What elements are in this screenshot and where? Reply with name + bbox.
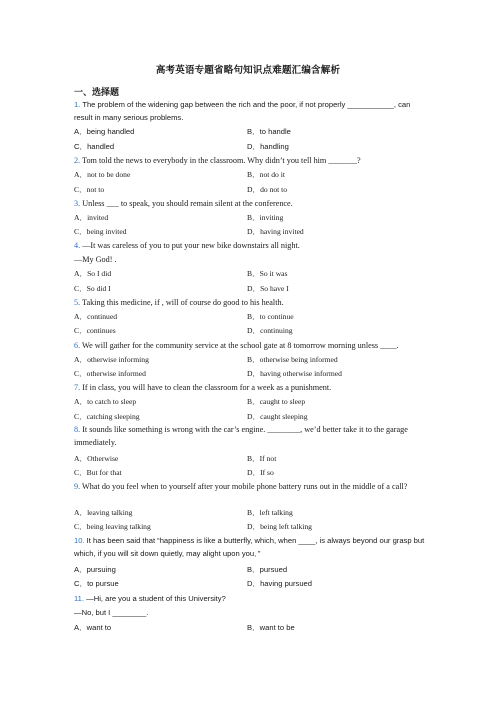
option-d[interactable]: D．being left talking	[247, 522, 312, 531]
question-7	[74, 381, 426, 394]
question-3	[74, 197, 426, 210]
option-d[interactable]: D．do not to	[247, 185, 288, 194]
question-1	[74, 98, 426, 124]
option-c[interactable]: C．to pursue	[74, 579, 119, 588]
question-text: The problem of the widening gap between the rich and the poor, if not properly ___________, can result in many serious problems.	[74, 100, 411, 122]
question-number: 11.	[74, 594, 84, 603]
option-b[interactable]: B．want to be	[247, 623, 295, 632]
option-a[interactable]: A．not to be done	[74, 170, 131, 179]
option-d[interactable]: D．caught sleeping	[247, 412, 308, 421]
question-text: If in class, you will have to clean the classroom for a week as a punishment.	[80, 383, 332, 392]
question-5	[74, 296, 426, 309]
question-11	[74, 592, 426, 605]
option-a[interactable]: A．continued	[74, 312, 118, 321]
option-b[interactable]: B．to continue	[247, 312, 294, 321]
option-a[interactable]: A．to catch to sleep	[74, 397, 137, 406]
question-4-reply: —My God! .	[74, 255, 117, 264]
question-number: 7.	[74, 383, 81, 392]
option-c[interactable]: C．being leaving talking	[74, 522, 151, 531]
option-b[interactable]: B．pursued	[247, 565, 288, 574]
option-b[interactable]: B．caught to sleep	[247, 397, 306, 406]
question-number: 3.	[74, 199, 81, 208]
option-a[interactable]: A．So I did	[74, 269, 112, 278]
option-a[interactable]: A．Otherwise	[74, 454, 119, 463]
question-text: —It was careless of you to put your new bike downstairs all night.	[80, 241, 300, 250]
option-c[interactable]: C．But for that	[74, 468, 122, 477]
option-c[interactable]: C．being invited	[74, 227, 127, 236]
option-d[interactable]: D．having pursued	[247, 579, 313, 588]
question-number: 1.	[74, 100, 81, 109]
question-text: —Hi, are you a student of this University?	[84, 594, 226, 603]
question-number: 5.	[74, 298, 81, 307]
question-9	[74, 480, 426, 493]
option-c[interactable]: C．continues	[74, 326, 116, 335]
question-2	[74, 154, 426, 167]
option-d[interactable]: D．continuing	[247, 326, 293, 335]
question-text: What do you feel when to yourself after your mobile phone battery runs out in the middle of a call?	[80, 482, 408, 491]
question-number: 4.	[74, 241, 81, 250]
option-c[interactable]: C．handled	[74, 142, 115, 151]
option-a[interactable]: A．leaving talking	[74, 508, 133, 517]
option-b[interactable]: B．otherwise being informed	[247, 355, 338, 364]
question-11-reply: —No, but I ________.	[74, 608, 149, 617]
question-number: 2.	[74, 156, 81, 165]
option-a[interactable]: A．pursuing	[74, 565, 116, 574]
question-6	[74, 339, 426, 352]
option-c[interactable]: C．So did I	[74, 284, 111, 293]
question-text: It has been said that “happiness is like a butterfly, which, when ____, is always beyond our grasp but which, if you will sit down quietly, may alight upon you．”	[74, 536, 425, 558]
question-number: 8.	[74, 425, 81, 434]
question-text: Unless ___ to speak, you should remain silent at the conference.	[80, 199, 293, 208]
option-d[interactable]: D．having invited	[247, 227, 304, 236]
option-c[interactable]: C．otherwise informed	[74, 369, 146, 378]
question-text: We will gather for the community service at the school gate at 8 tomorrow morning unless ____.	[80, 341, 399, 350]
option-b[interactable]: B．to handle	[247, 127, 291, 136]
option-d[interactable]: D．having otherwise informed	[247, 369, 342, 378]
option-d[interactable]: D．If so	[247, 468, 274, 477]
question-number: 10.	[74, 536, 85, 545]
question-8	[74, 423, 426, 449]
option-a[interactable]: A．invited	[74, 213, 109, 222]
question-text: It sounds like something is wrong with the car’s engine. ________, we’d better take it to the garage immediately.	[74, 425, 408, 447]
option-b[interactable]: B．not do it	[247, 170, 285, 179]
option-b[interactable]: B．So it was	[247, 269, 288, 278]
option-c[interactable]: C．catching sleeping	[74, 412, 140, 421]
option-d[interactable]: D．handling	[247, 142, 289, 151]
question-4	[74, 239, 426, 252]
option-c[interactable]: C．not to	[74, 185, 105, 194]
section-heading: 一、选择题	[74, 88, 120, 98]
question-text: Tom told the news to everybody in the classroom. Why didn’t you tell him _______?	[80, 156, 361, 165]
page-title: 高考英语专题省略句知识点难题汇编含解析	[155, 65, 341, 76]
question-10	[74, 534, 426, 560]
option-a[interactable]: A．being handled	[74, 127, 135, 136]
question-number: 9.	[74, 482, 81, 491]
option-a[interactable]: A．otherwise informing	[74, 355, 149, 364]
option-b[interactable]: B．If not	[247, 454, 277, 463]
question-number: 6.	[74, 341, 81, 350]
option-b[interactable]: B．inviting	[247, 213, 284, 222]
option-a[interactable]: A．want to	[74, 623, 112, 632]
question-text: Taking this medicine, if , will of course do good to his health.	[80, 298, 284, 307]
option-d[interactable]: D．So have I	[247, 284, 289, 293]
option-b[interactable]: B．left talking	[247, 508, 293, 517]
